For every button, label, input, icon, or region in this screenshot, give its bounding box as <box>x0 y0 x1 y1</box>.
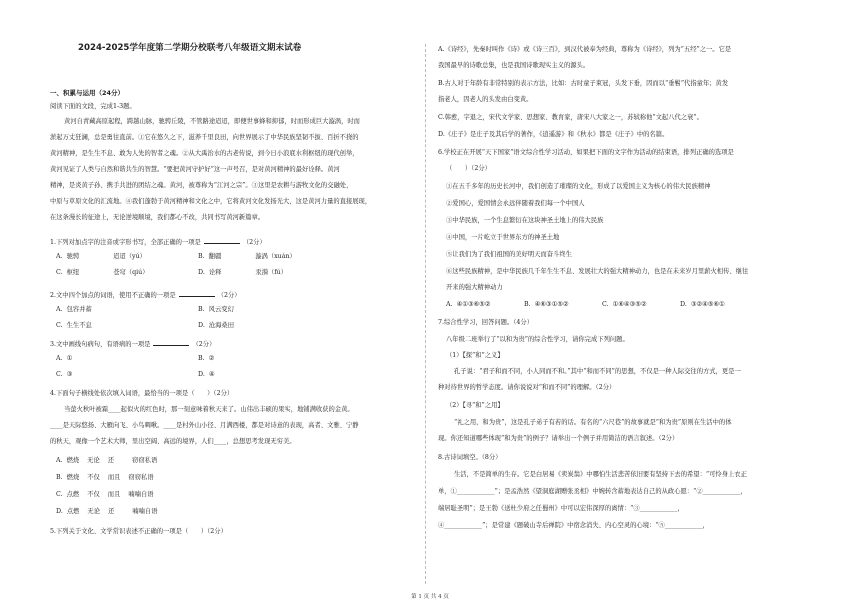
question-7-part1-line: 孔子说：“君子和而不同，小人同而不和。”其中“和而不同”的思想，不仅是一种人际交往的方式，更是一 <box>454 368 741 375</box>
answer-blank[interactable] <box>204 237 240 244</box>
passage-line: 黄河自青藏高原起程，跨越山脉，驰骋丘陵，不管路途迢迢，即便世事蜂和抑郁，时而形成巨大漩涡，时而 <box>64 118 360 125</box>
question-4-para: 当萤火秋叶被霜____起似火的红色时，那一刻意味着秋天来了。山伟出丰硕的果实，地铺满收获的金黄。 <box>64 406 354 413</box>
passage-line: 黄河见证了人类与自然和谐共生的智慧。“要把黄河守护好”这一声号召，是对黄河精神的最好诠释。黄河 <box>50 166 340 173</box>
question-6-item: ⑤让我们为了我们祖国的美好明天而奋斗终生 <box>446 251 572 258</box>
question-6-item: ⑥这些民族精神，是中华民族几千年生生不息、发展壮大的强大精神动力，也是在未来岁月里薪火相传、继往 <box>446 268 749 275</box>
question-5-option-b-cont: 指老人，因老人的头发由白变黄。 <box>438 96 533 103</box>
section1-title: 一、积累与运用（24分） <box>50 89 125 97</box>
passage-line: 在这条漫长的征途上，无论逆境顺境，我们都心不改，共同书写黄河新篇章。 <box>50 214 265 221</box>
option-c[interactable]: C. ①⑥④③⑤② <box>602 301 647 308</box>
question-8-stem: 8.古诗词填空。（8分） <box>438 454 502 461</box>
question-2-stem: 2.文中四个加点的词语，使用不正确的一项是 （2分） <box>50 292 241 299</box>
option-c[interactable]: C. 生生不息 <box>56 322 92 329</box>
question-7-part1-line: 种对待世界的哲学态度。请你说说对“和而不同”的理解。（2分） <box>438 384 616 391</box>
question-7-intro: 八年级二班举行了“以和为贵”的综合性学习，请你完成下列问题。 <box>446 336 629 343</box>
option-c[interactable]: C. 枢纽 苍穹（qiú） <box>56 269 149 276</box>
option-d[interactable]: D. ③②④⑤⑥① <box>680 301 725 308</box>
question-6-item: ④中国，一片屹立于世界东方的神圣土地 <box>446 234 560 241</box>
question-8-line: 生活，不是简单的生存。它是白居易《卖炭翁》中哪怕生活悲苦依旧要有坚持下去的希望：“可怜身上衣正 <box>454 471 747 478</box>
option-a[interactable]: A. ④①③⑥⑤② <box>446 301 491 308</box>
passage-line: 淤起万丈狂澜，总是勇往直前。①它在悠久之下，滋养千里良田，向世界展示了中华民族坚韧不拔、百折不挠的 <box>50 134 359 141</box>
option-c[interactable]: C. ③ <box>56 371 73 378</box>
option-b[interactable]: B. ② <box>198 355 215 362</box>
question-stem-text: 1.下列对加点字的注音或字形书写，全部正确的一项是 <box>50 239 201 246</box>
question-3-stem: 3.文中画线句病句，有语病的一项是 （2分） <box>50 341 216 348</box>
reading-intro: 阅读下面的文段，完成1-3题。 <box>50 103 136 110</box>
answer-blank[interactable] <box>153 339 189 346</box>
question-6-item: ①在五千多年的历史长河中，我们创造了璀璨的文化，形成了以爱国主义为核心的伟大民族精神 <box>446 183 711 190</box>
page-footer: 第 1 页 共 4 页 <box>411 594 449 600</box>
question-5-option-c[interactable]: C.韩愈，字退之，宋代文学家、思想家、教育家，唐宋八大家之一，苏轼称他“文起八代之衰”。 <box>438 114 703 121</box>
question-4-para: ____是天际悠扬、大雁向飞、小鸟啁啾。____是村外山小径、月满西楼，都是对诗意的表现，高者、文雅、宁静 <box>50 422 359 429</box>
question-points: （2分） <box>242 239 266 246</box>
option-d[interactable]: D. 诠释 汞漪（fú） <box>198 269 287 276</box>
passage-line: 精神，是炎黄子孙、携手共进的团结之魂。黄河，被尊称为“江河之宗”。③这里是农耕与游牧文化的交融处， <box>50 182 353 189</box>
option-a[interactable]: A. 燃烧 无论 还 窃窃私语 <box>56 457 158 464</box>
question-4-stem: 4.下面句子横线处依次填入词语，最恰当的一项是（ ）（2分） <box>50 390 234 397</box>
question-7-part2-line: 现。你还知道哪些体现“和为贵”的例子？请举出一个例子并用简洁的语言叙述。（2分） <box>438 435 679 442</box>
option-a[interactable]: A. 包容并蓄 <box>56 306 92 313</box>
passage-line: 中原与草原文化的汇流地。④我们蓬勃于黄河精神和文化之中，它将黄河文化发扬光大，这是黄河力量的直接展现， <box>50 198 372 205</box>
option-b[interactable]: B. 燃烧 不仅 而且 窃窃私语 <box>56 474 154 481</box>
option-b[interactable]: B. ④⑥③①⑤② <box>524 301 569 308</box>
answer-blank[interactable] <box>179 290 215 297</box>
option-a[interactable]: A. ① <box>56 355 73 362</box>
option-d[interactable]: D. 沧海桑田 <box>198 322 235 329</box>
option-d[interactable]: D. 点燃 无论 还 喃喃自语 <box>56 508 158 515</box>
option-a[interactable]: A. 驰骋 迢迢（yú） <box>56 253 146 260</box>
question-5-option-b[interactable]: B.古人对于年龄有非常特别的表示方法，比如：古时童子束冠，头发下垂，因而以“垂髫”代指童年；黄发 <box>438 80 729 87</box>
option-c[interactable]: C. 点燃 不仅 而且 喃喃自语 <box>56 491 154 498</box>
question-8-line[interactable]: 单，①____________”；是孟浩然《望洞庭湖赠张丞相》中婉转含蓄地表达自己的从政心愿：“②____________， <box>438 488 747 495</box>
question-1-stem <box>50 237 266 247</box>
column-divider <box>425 44 426 584</box>
question-6-item: ③中华民族，一个生息繁衍在这块神圣土地上的伟大民族 <box>446 217 604 224</box>
question-6-item: ②爱国心，爱国情会永远伴随着我们每一个中国人 <box>446 200 585 207</box>
question-5-option-d[interactable]: D.《庄子》是庄子及其后学的著作，《逍遥游》和《秋水》都是《庄子》中的名篇。 <box>438 131 669 138</box>
question-8-line[interactable]: ④____________”；是常建《题破山寺后禅院》中宿念消失、内心空灵的心境：“⑤____________， <box>438 522 709 529</box>
option-b[interactable]: B. 风云变幻 <box>198 306 234 313</box>
question-7-part2-line: “礼之用，和为贵”，这是孔子弟子有若的话。有名的“六尺巷”的故事就是“和为贵”原则在生活中的体 <box>454 419 732 426</box>
option-b[interactable]: B. 翻疆 漩涡（xuán） <box>198 253 296 260</box>
question-6-item-cont: 开来的强大精神动力 <box>446 284 503 291</box>
question-7-part2-title: （2）【寻“和”之用】 <box>446 402 504 409</box>
question-7-stem: 7.综合性学习，回答问题。（4分） <box>438 319 534 326</box>
question-5-stem: 5.下列关于文化、文学常识表述不正确的一项是（ ）（2分） <box>50 528 227 535</box>
question-5-option-a-cont: 我国最早的诗歌总集，也是我国诗歌现实主义的源头。 <box>438 62 590 69</box>
question-5-option-a[interactable]: A.《诗经》，先秦时叫作《诗》或《诗三百》，到汉代被奉为经典，尊称为《诗经》，列为“五经”之一。它是 <box>438 46 732 53</box>
question-6-points: （ ）（2分） <box>446 165 491 172</box>
question-4-para: 的秋天，观像一个艺术大师，里出空阔、高远的境界，人们____，总想思考发现无穷美。 <box>50 438 296 445</box>
question-6-stem: 6.学校正在开展“天下国家”语文综合性学习活动，如果把下面的文字作为活动的结束语，排列正确的选项是 <box>438 149 734 156</box>
passage-line: 黄河精神，是生生不息、敢为人先的智者之魂。②从大禹治水的古老传说，到今日小浪底水利枢纽的现代创举， <box>50 150 359 157</box>
question-7-part1-title: （1）【探“和”之义】 <box>446 352 504 359</box>
option-d[interactable]: D. ④ <box>198 371 215 378</box>
question-8-line[interactable]: 端居耻圣明”；是王勃《送杜少府之任蜀州》中可以宏伟深厚的离情：“③____________， <box>438 505 684 512</box>
exam-title: 2024-2025学年度第二学期分校联考八年级语文期末试卷 <box>78 43 302 53</box>
